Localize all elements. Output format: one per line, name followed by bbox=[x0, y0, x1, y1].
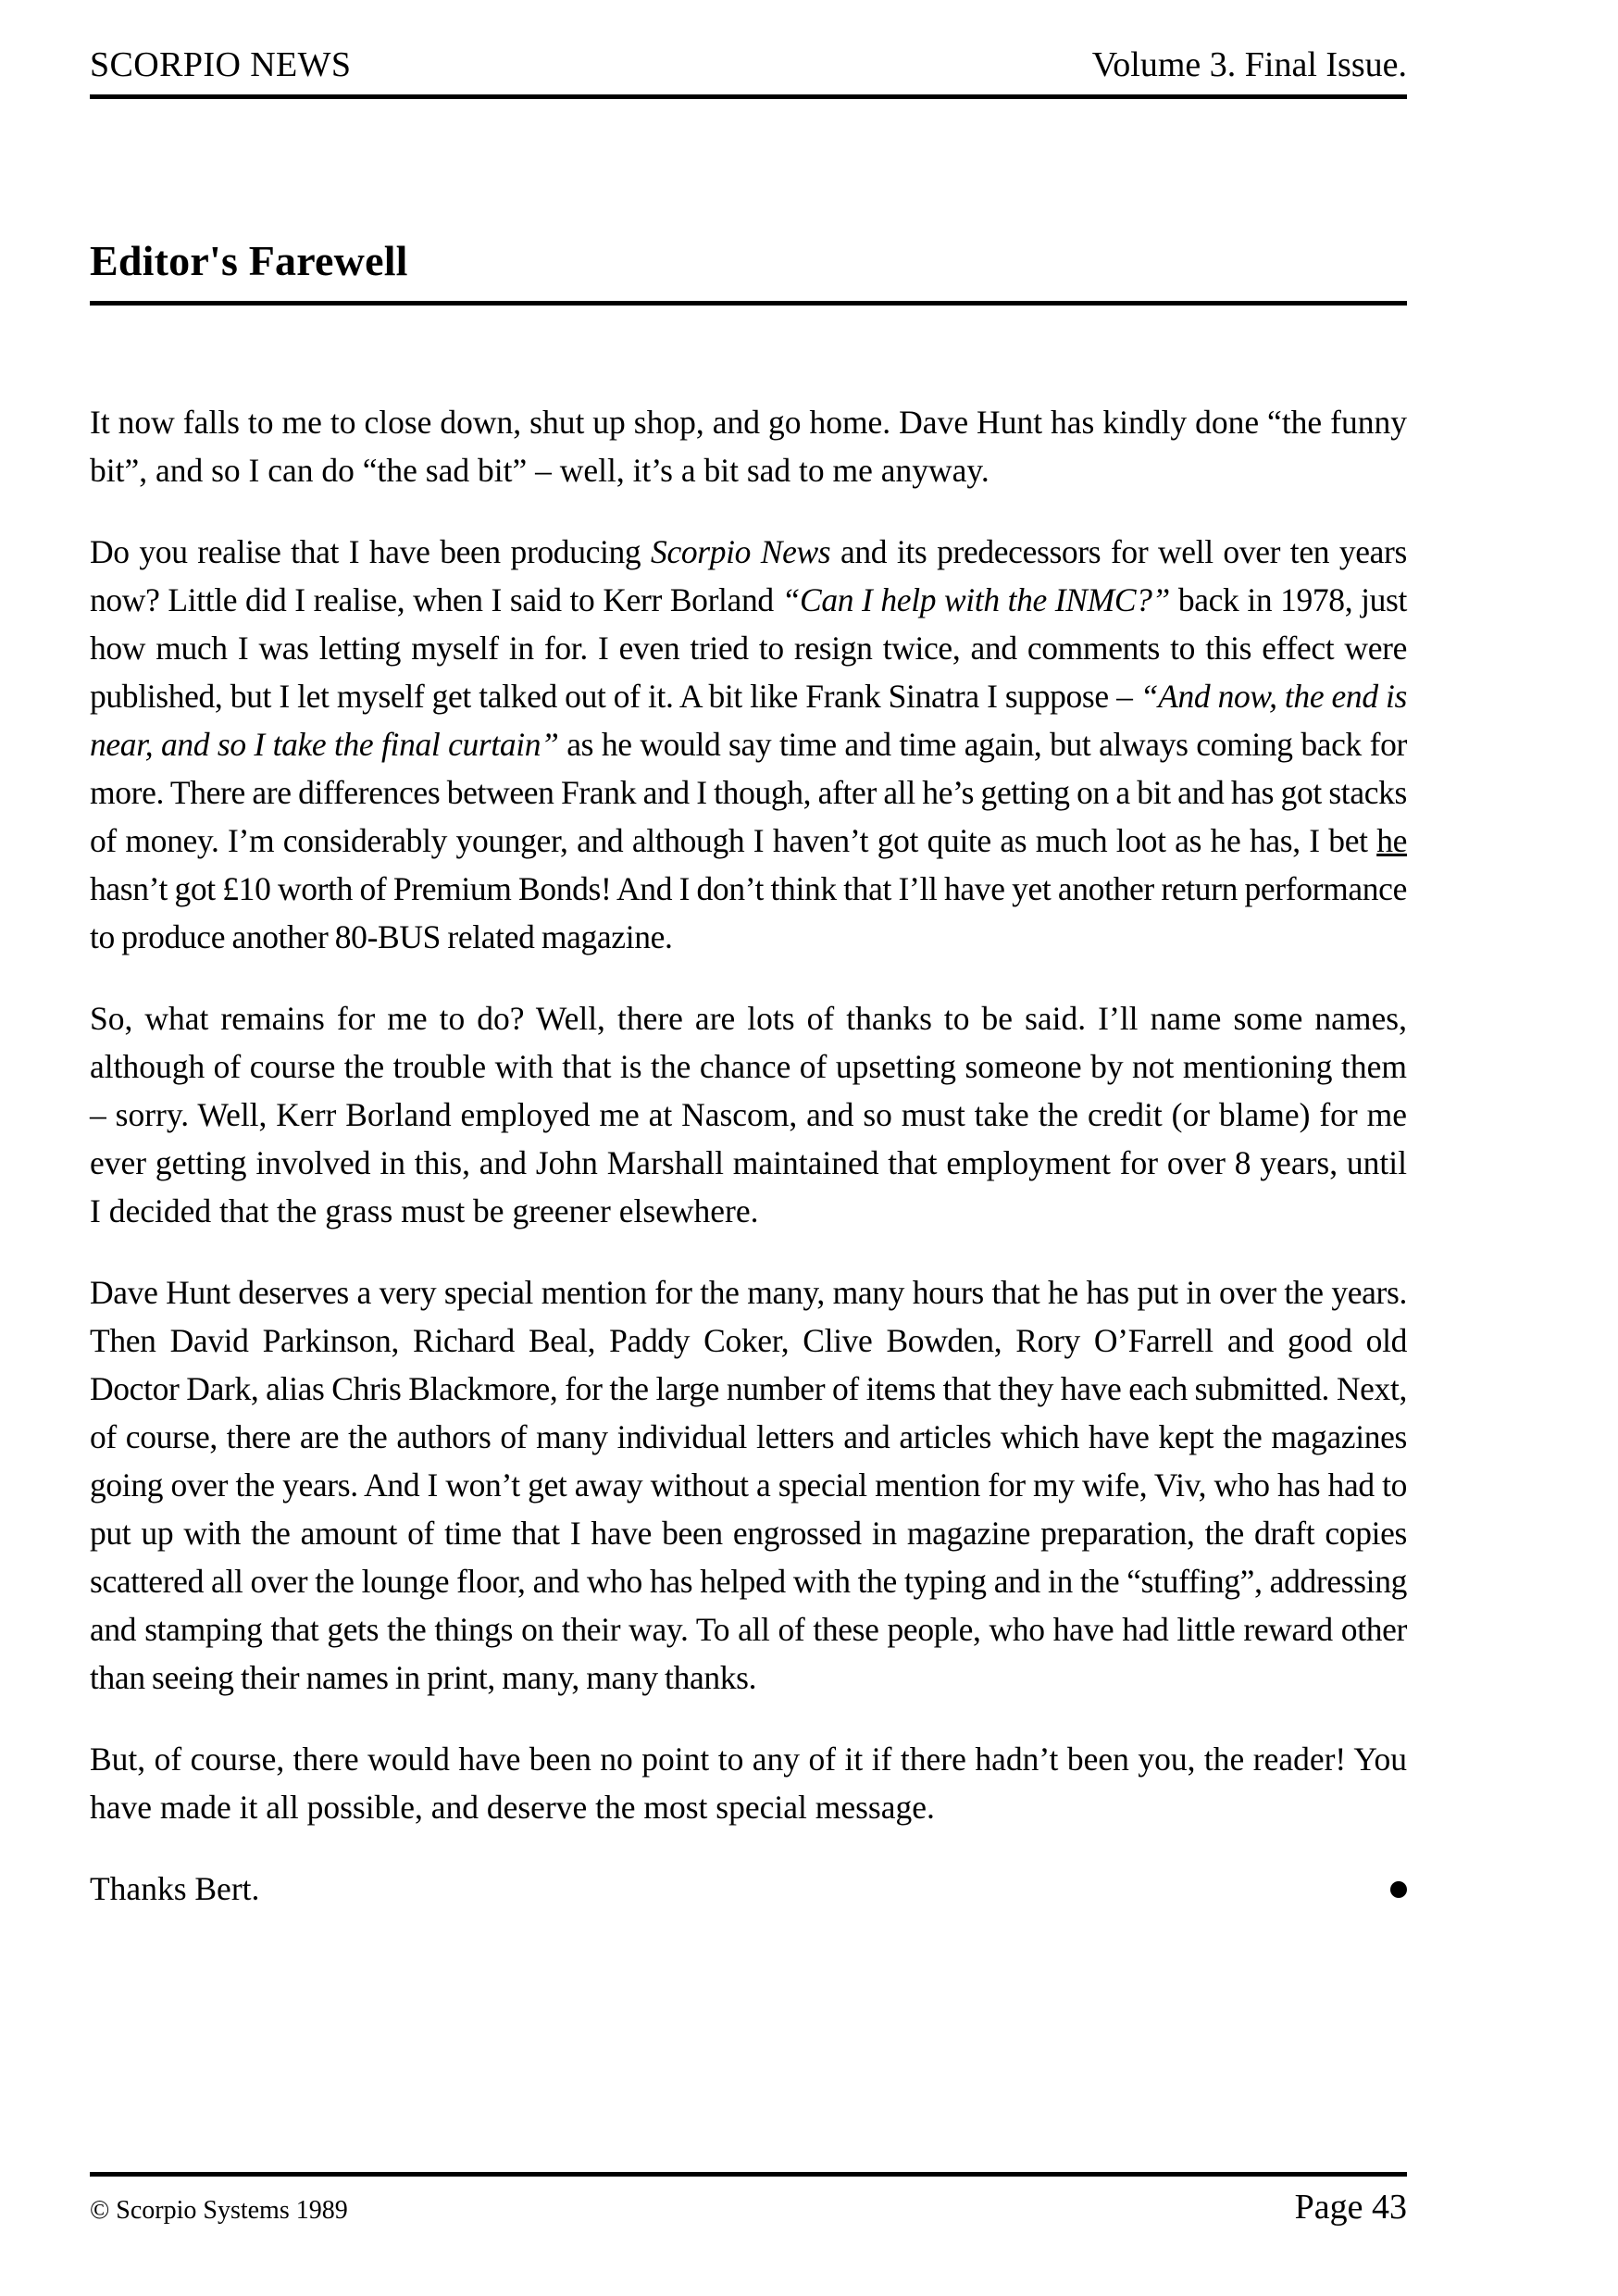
paragraph-5 bbox=[90, 1735, 1407, 1831]
italic-inmc-quote: “Can I help with the INMC?” bbox=[781, 581, 1170, 618]
copyright-notice: © Scorpio Systems 1989 bbox=[90, 2196, 348, 2225]
article-body bbox=[90, 398, 1407, 1913]
running-head bbox=[90, 44, 1407, 85]
underlined-he: he bbox=[1376, 822, 1407, 859]
title-rule bbox=[90, 301, 1407, 306]
paragraph-2-part-b: and its predecessors for well over ten years now? Little did I realise, when I said to Kerr Borland bbox=[90, 533, 1407, 618]
paragraph-3-text: So, what remains for me to do? Well, there are lots of thanks to be said. I’ll name some names, although of course the trouble with that is the chance of upsetting someone by not mentioning them – sorry. Well, Kerr Borland employed me at Nascom, and so must take the credit (or blame) for me ever getting involved in this, and John Marshall maintained that employment for over 8 years, until I decided that the grass must be greener elsewhere. bbox=[90, 1000, 1407, 1229]
header-rule bbox=[90, 94, 1407, 99]
paragraph-2-part-a: Do you realise that I have been producing bbox=[90, 533, 652, 570]
paragraph-4-text: Dave Hunt deserves a very special mention for the many, many hours that he has put in over the years. Then David Parkinson, Richard Beal, Paddy Coker, Clive Bowden, Rory O’Farrell and good old Doctor Dark, alias Chris Blackmore, for the large number of items that they have each submitted. Next, of course, there are the authors of many individual letters and articles which have kept the magazines going over the years. And I won’t get away without a special mention for my wife, Viv, who has had to put up with the amount of time that I have been engrossed in magazine preparation, the draft copies scattered all over the lounge floor, and who has helped with the typing and in the “stuffing”, addressing and stamping that gets the things on their way. To all of these people, who have had little reward other than seeing their names in print, many, many thanks. bbox=[90, 1274, 1407, 1696]
paragraph-2-part-c: back in 1978, just how much I was letting myself in for. I even tried to resign twice, and comments to this effect were published, but I let myself get talked out of it. A bit like Frank Sinatra I suppose – bbox=[90, 581, 1407, 715]
paragraph-4 bbox=[90, 1268, 1407, 1702]
sign-off-line bbox=[90, 1865, 1407, 1913]
page-number: Page 43 bbox=[1294, 2188, 1407, 2227]
page-footer bbox=[90, 2187, 1407, 2227]
italic-scorpio-news: Scorpio News bbox=[651, 533, 831, 570]
italic-sinatra-quote: “And now, the end is near, and so I take the final curtain” bbox=[90, 678, 1407, 763]
sign-off-text: Thanks Bert. bbox=[90, 1870, 260, 1907]
issue-label: Volume 3. Final Issue. bbox=[1091, 45, 1407, 84]
footer-rule bbox=[90, 2172, 1407, 2177]
paragraph-3 bbox=[90, 994, 1407, 1235]
paragraph-2-part-d: as he would say time and time again, but always coming back for more. There are differences between Frank and I though, after all he’s getting on a bit and has got stacks of money. I’m considerably younger, and although I haven’t got quite as much loot as he has, I bet bbox=[90, 726, 1407, 859]
paragraph-2-part-e: hasn’t got £10 worth of Premium Bonds! And I don’t think that I’ll have yet another return performance to produce another 80-BUS related magazine. bbox=[90, 870, 1407, 955]
page-content bbox=[90, 0, 1407, 2296]
paragraph-1-text: It now falls to me to close down, shut up shop, and go home. Dave Hunt has kindly done “the funny bit”, and so I can do “the sad bit” – well, it’s a bit sad to me anyway. bbox=[90, 404, 1407, 489]
end-of-article-dot-icon bbox=[1390, 1881, 1407, 1898]
paragraph-2 bbox=[90, 528, 1407, 961]
publication-title: SCORPIO NEWS bbox=[90, 45, 352, 84]
paragraph-5-text: But, of course, there would have been no point to any of it if there hadn’t been you, the reader! You have made it all possible, and deserve the most special message. bbox=[90, 1741, 1407, 1826]
paragraph-1 bbox=[90, 398, 1407, 494]
page-title: Editor's Farewell bbox=[90, 237, 408, 284]
